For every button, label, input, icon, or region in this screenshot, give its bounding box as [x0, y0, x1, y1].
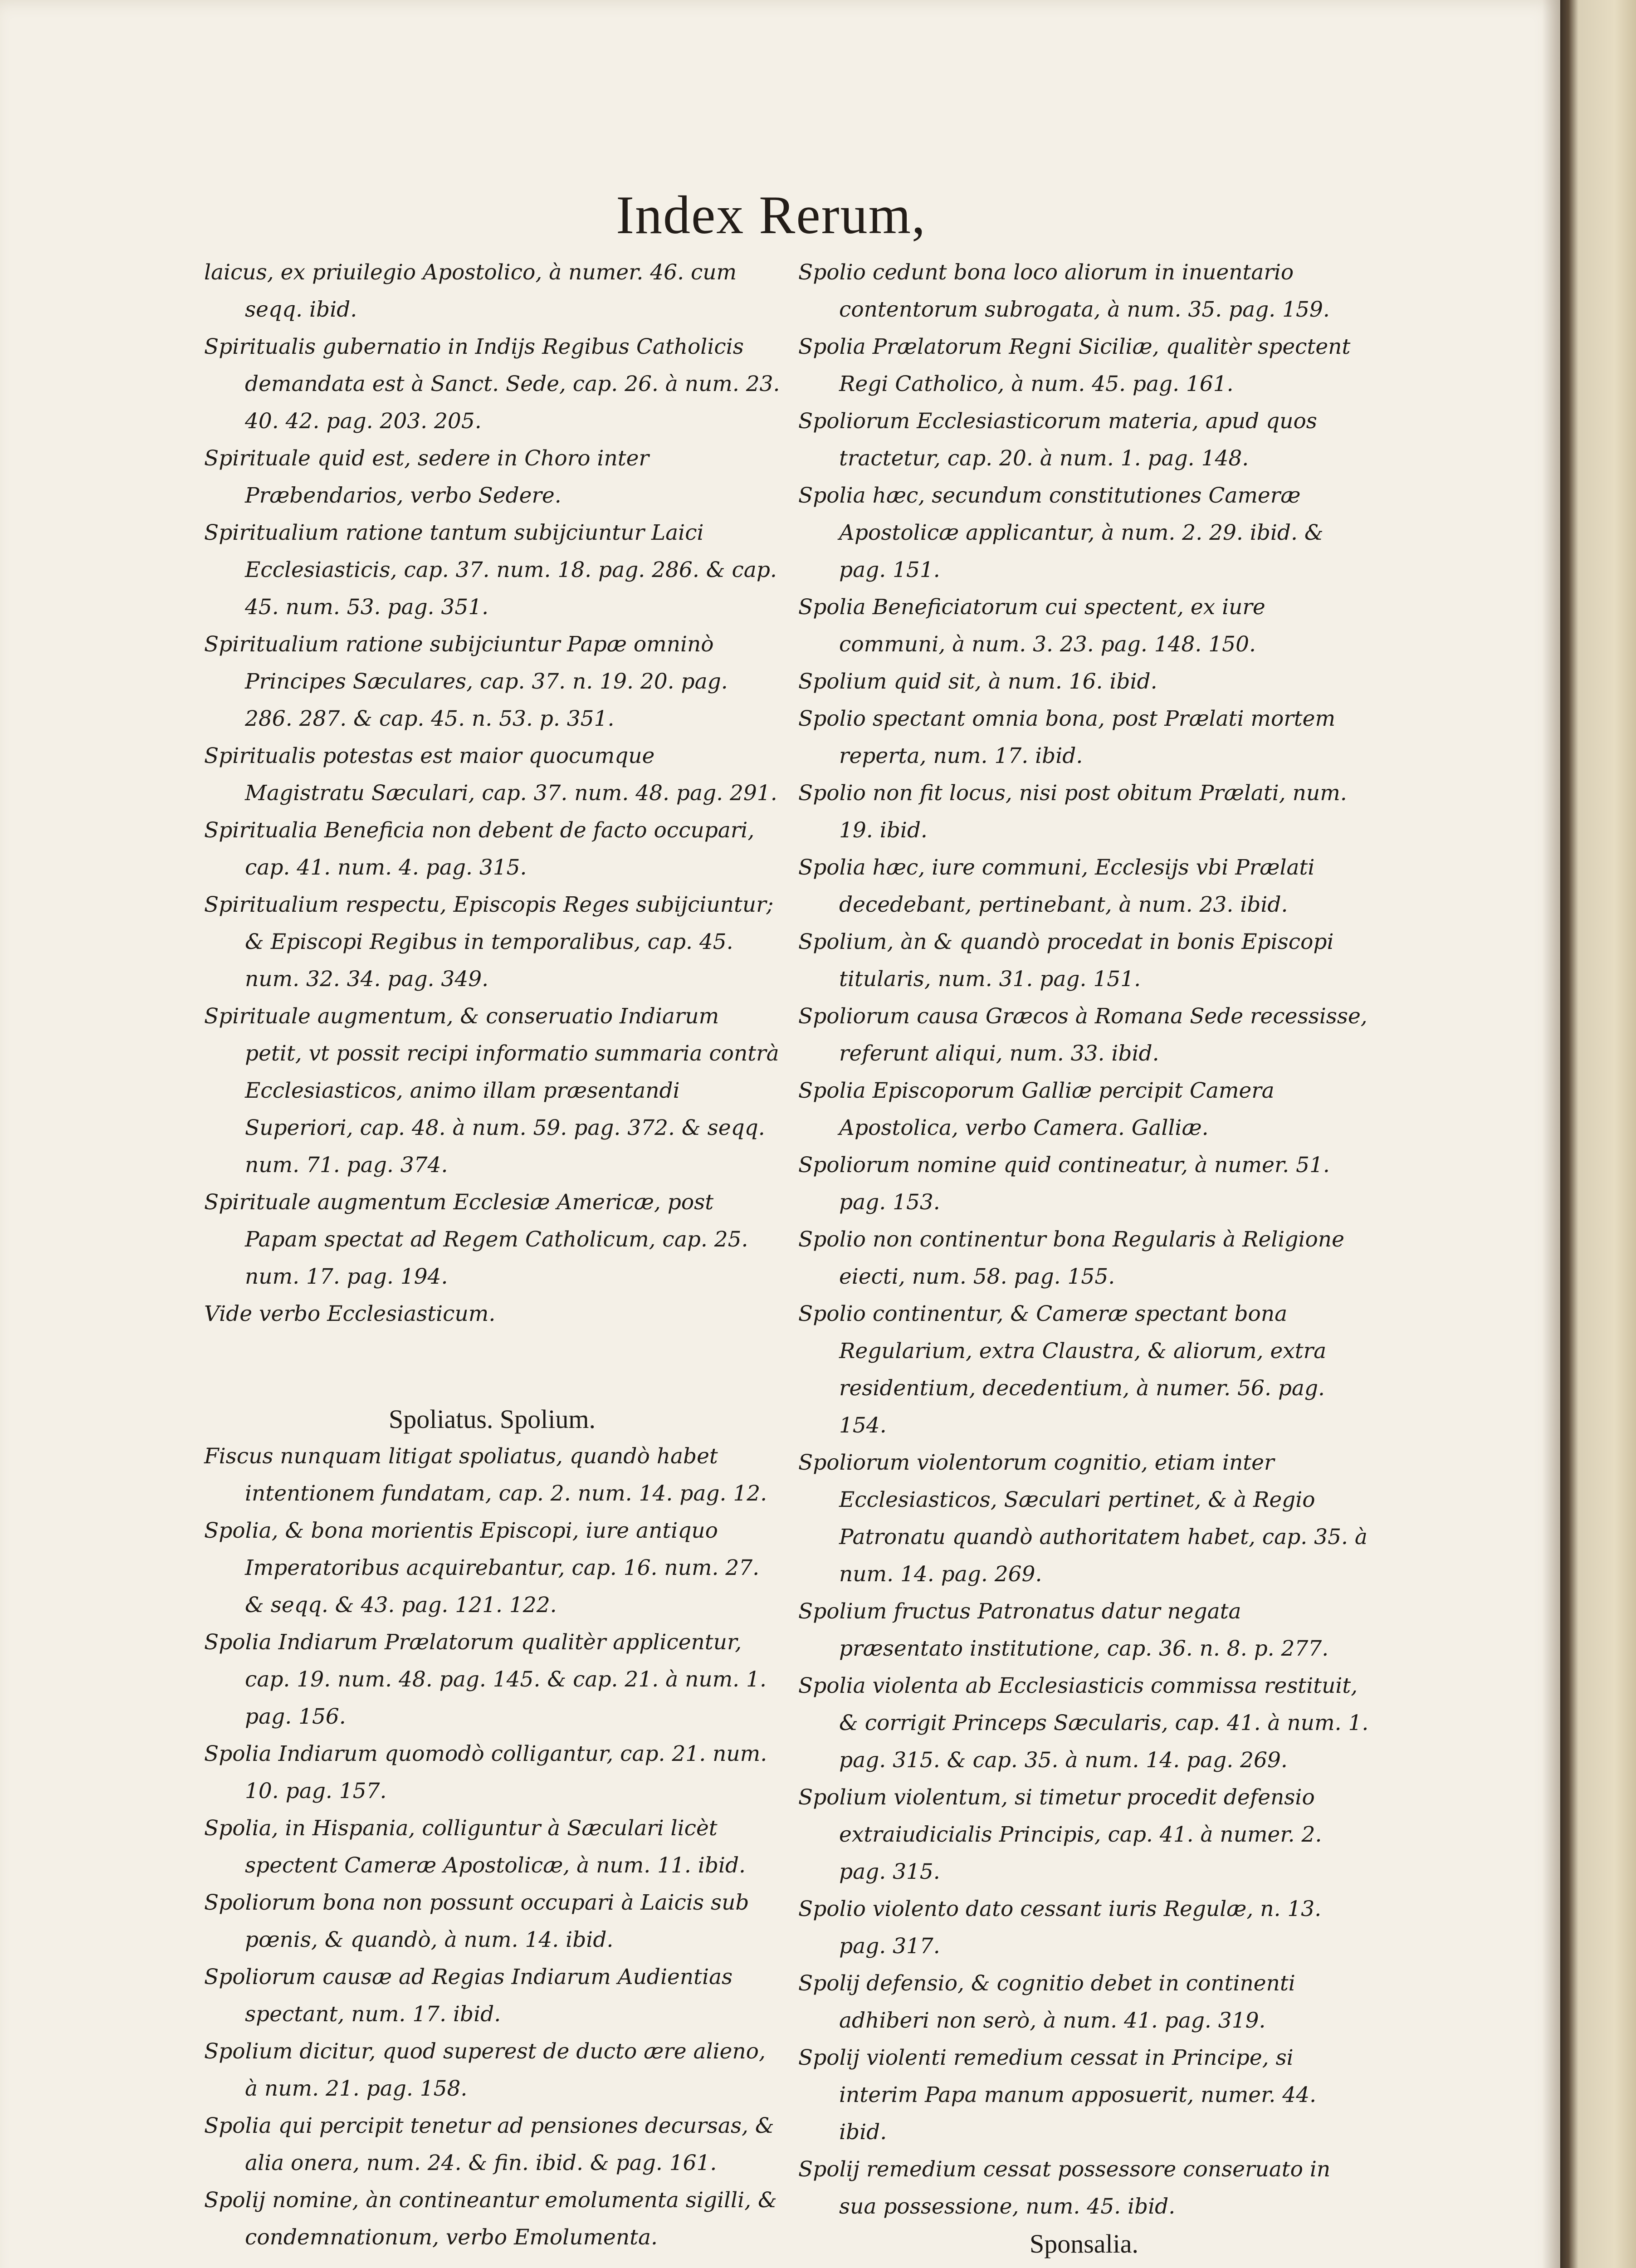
section-heading-spoliatus: Spoliatus. Spolium.	[388, 1404, 596, 1434]
index-entry: Spoliorum bona non possunt occupari à Laicis sub pœnis, & quandò, à num. 14. ibid.	[204, 1890, 749, 1952]
index-entry: Spolia hæc, iure communi, Ecclesijs vbi Prælati decedebant, pertinebant, à num. 23. ibid.	[798, 855, 1315, 917]
left-column	[204, 254, 780, 2256]
index-entry: Spolio non fit locus, nisi post obitum Prælati, num. 19. ibid.	[798, 781, 1347, 843]
index-entry: Spoliorum violentorum cognitio, etiam inter Ecclesiasticos, Sæculari pertinet, & à Regio Patronatu quandò authoritatem habet, cap. 35. à num. 14. pag. 269.	[798, 1450, 1367, 1587]
right-entries-a	[798, 254, 1370, 2225]
index-entry: Spolio continentur, & Cameræ spectant bona Regularium, extra Claustra, & aliorum, extra residentium, decedentium, à numer. 56. pag. 154.	[798, 1301, 1327, 1438]
index-entry: Spoliorum nomine quid contineatur, à numer. 51. pag. 153.	[798, 1153, 1330, 1215]
index-entry: laicus, ex priuilegio Apostolico, à numer. 46. cum seqq. ibid.	[204, 260, 737, 322]
index-entry: Spolij violenti remedium cessat in Principe, si interim Papa manum apposuerit, numer. 44. ibid.	[798, 2045, 1317, 2145]
left-entries-a	[204, 254, 780, 1333]
index-entry: Fiscus nunquam litigat spoliatus, quandò habet intentionem fundatam, cap. 2. num. 14. pag. 12.	[204, 1444, 767, 1506]
index-entry: Spoliorum causa Græcos à Romana Sede recessisse, referunt aliqui, num. 33. ibid.	[798, 1004, 1367, 1066]
index-entry: Spolio spectant omnia bona, post Prælati mortem reperta, num. 17. ibid.	[798, 706, 1336, 768]
index-entry: Spolium dicitur, quod superest de ducto ære alieno, à num. 21. pag. 158.	[204, 2039, 766, 2101]
index-entry: Spolia qui percipit tenetur ad pensiones decursas, & alia onera, num. 24. & fin. ibid. & pag. 161.	[204, 2113, 774, 2175]
index-entry: Spolia, & bona morientis Episcopi, iure antiquo Imperatoribus acquirebantur, cap. 16. num. 27. & seqq. & 43. pag. 121. 122.	[204, 1518, 760, 1618]
index-entry: Spiritualium ratione tantum subijciuntur Laici Ecclesiasticis, cap. 37. num. 18. pag. 286. & cap. 45. num. 53. pag. 351.	[204, 520, 777, 620]
index-entry: Spoliorum Ecclesiasticorum materia, apud quos tractetur, cap. 20. à num. 1. pag. 148.	[798, 409, 1317, 471]
index-entry: Spolium quid sit, à num. 16. ibid.	[798, 669, 1157, 694]
index-entry: Spolio cedunt bona loco aliorum in inuentario contentorum subrogata, à num. 35. pag. 159.	[798, 260, 1330, 322]
index-entry: Spolia Indiarum Prælatorum qualitèr applicentur, cap. 19. num. 48. pag. 145. & cap. 21. à num. 1. pag. 156.	[204, 1630, 767, 1729]
right-column	[798, 254, 1370, 2268]
index-entry: Spolia, in Hispania, colliguntur à Sæculari licèt spectent Cameræ Apostolicæ, à num. 11. ibid.	[204, 1816, 746, 1878]
index-entry: Vide verbo Ecclesiasticum.	[204, 1301, 496, 1326]
right-entries-b	[798, 2263, 1370, 2268]
index-entry: Spolia violenta ab Ecclesiasticis commissa restituit, & corrigit Princeps Sæcularis, cap. 41. à num. 1. pag. 315. & cap. 35. à num. 14. pag. 269.	[798, 1673, 1369, 1773]
page-title: Index Rerum,	[616, 185, 926, 245]
index-entry: Spolia hæc, secundum constitutiones Cameræ Apostolicæ applicantur, à num. 2. 29. ibid. & pag. 151.	[798, 483, 1323, 582]
index-entry: Spolium, àn & quandò procedat in bonis Episcopi titularis, num. 31. pag. 151.	[798, 929, 1334, 992]
index-entry: Spolium fructus Patronatus datur negata præsentato institutione, cap. 36. n. 8. p. 277.	[798, 1599, 1329, 1661]
left-entries-b	[204, 1438, 780, 2256]
index-entry: Spoliorum causæ ad Regias Indiarum Audientias spectant, num. 17. ibid.	[204, 1965, 733, 2027]
index-entry: Spirituale augmentum Ecclesiæ Americæ, post Papam spectat ad Regem Catholicum, cap. 25. num. 17. pag. 194.	[204, 1190, 748, 1289]
index-entry: Spiritualis potestas est maior quocumque Magistratu Sæculari, cap. 37. num. 48. pag. 291.	[204, 743, 777, 806]
index-entry: Spirituale quid est, sedere in Choro inter Præbendarios, verbo Sedere.	[204, 446, 649, 508]
index-entry: Spolium violentum, si timetur procedit defensio extraiudicialis Principis, cap. 41. à numer. 2. pag. 315.	[798, 1785, 1322, 1884]
page-fold-shadow	[1542, 0, 1560, 2268]
section-heading-sponsalia: Sponsalia.	[1029, 2229, 1139, 2258]
index-entry: Spolij remedium cessat possessore conseruato in sua possessione, num. 45. ibid.	[798, 2157, 1331, 2219]
index-entry: Spirituale augmentum, & conseruatio Indiarum petit, vt possit recipi informatio summaria contrà Ecclesiasticos, animo illam præsentandi Superiori, cap. 48. à num. 59. pag. 372. & seqq. num. 71. pag. 374.	[204, 1004, 779, 1178]
index-entry: Spiritualia Beneficia non debent de facto occupari, cap. 41. num. 4. pag. 315.	[204, 818, 755, 880]
index-entry	[798, 2263, 1370, 2268]
index-entry: Spolia Prælatorum Regni Siciliæ, qualitèr spectent Regi Catholico, à num. 45. pag. 161.	[798, 334, 1351, 396]
index-entry: Spiritualis gubernatio in Indijs Regibus Catholicis demandata est à Sanct. Sede, cap. 26. à num. 23. 40. 42. pag. 203. 205.	[204, 334, 780, 434]
index-entry: Spiritualium ratione subijciuntur Papæ omninò Principes Sæculares, cap. 37. n. 19. 20. pag. 286. 287. & cap. 45. n. 53. p. 351.	[204, 632, 728, 731]
page-edge	[1560, 0, 1636, 2268]
index-entry: Spolio non continentur bona Regularis à Religione eiecti, num. 58. pag. 155.	[798, 1227, 1344, 1289]
index-entry: Spolia Episcoporum Galliæ percipit Camera Apostolica, verbo Camera. Galliæ.	[798, 1078, 1275, 1140]
index-entry: Spolio violento dato cessant iuris Regulæ, n. 13. pag. 317.	[798, 1897, 1322, 1959]
index-entry: Spiritualium respectu, Episcopis Reges subijciuntur; & Episcopi Regibus in temporalibus, cap. 45. num. 32. 34. pag. 349.	[204, 892, 774, 992]
index-entry: Spolia Indiarum quomodò colligantur, cap. 21. num. 10. pag. 157.	[204, 1741, 767, 1804]
index-entry: Spolia Beneficiatorum cui spectent, ex iure communi, à num. 3. 23. pag. 148. 150.	[798, 595, 1265, 657]
index-entry: Spolij nomine, àn contineantur emolumenta sigilli, & condemnationum, verbo Emolumenta.	[204, 2188, 777, 2250]
index-entry: Spolij defensio, & cognitio debet in continenti adhiberi non serò, à num. 41. pag. 319.	[798, 1971, 1295, 2033]
